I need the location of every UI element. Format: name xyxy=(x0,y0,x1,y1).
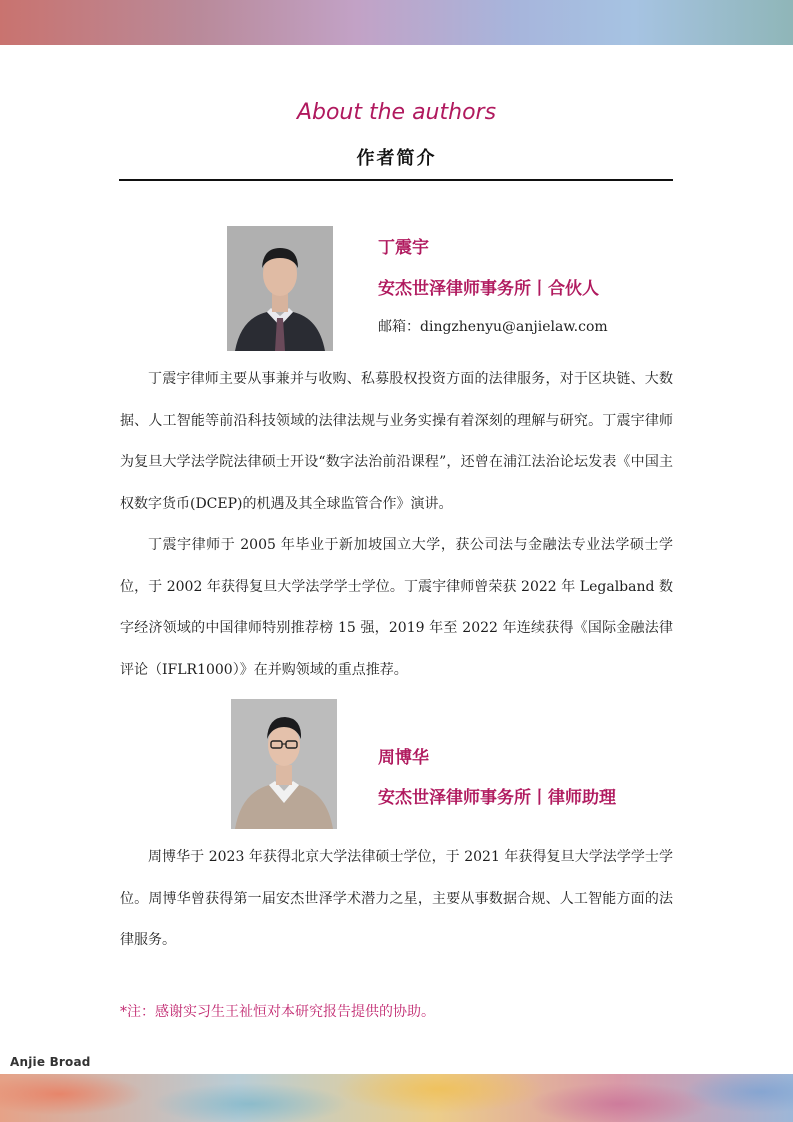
footer-brand: Anjie Broad xyxy=(10,1055,91,1069)
acknowledgement-note: *注：感谢实习生王祉恒对本研究报告提供的协助。 xyxy=(120,1004,435,1020)
author-name-zhou: 周博华 xyxy=(378,748,429,768)
author-name-ding: 丁震宇 xyxy=(378,238,429,258)
author-role-zhou: 安杰世泽律师事务所丨律师助理 xyxy=(378,788,616,808)
author-role-ding: 安杰世泽律师事务所丨合伙人 xyxy=(378,279,599,299)
page-title-en: About the authors xyxy=(296,100,497,125)
bottom-decorative-band xyxy=(0,1074,793,1122)
author-bio-ding-para2: 丁震宇律师于 2005 年毕业于新加坡国立大学，获公司法与金融法专业法学硕士学位，于 2002 年获得复旦大学法学学士学位。丁震宇律师曾荣获 2022 年 Legalband 数字经济领域的中国律师特别推荐榜 15 强，2019 年至 2022 年连续获得《国际金融法律评论（IFLR1000）》在并购领域的重点推荐。 xyxy=(120,537,673,678)
author-bio-zhou: 周博华于 2023 年获得北京大学法律硕士学位，于 2021 年获得复旦大学法学学士学位。周博华曾获得第一届安杰世泽学术潜力之星，主要从事数据合规、人工智能方面的法律服务。 xyxy=(120,849,673,948)
author-photo-ding xyxy=(227,226,333,351)
author-bio-ding-para1: 丁震宇律师主要从事兼并与收购、私募股权投资方面的法律服务，对于区块链、大数据、人工智能等前沿科技领域的法律法规与业务实操有着深刻的理解与研究。丁震宇律师为复旦大学法学院法律硕士开设“数字法治前沿课程”，还曾在浦江法治论坛发表《中国主权数字货币(DCEP)的机遇及其全球监管合作》演讲。 xyxy=(120,371,673,512)
top-decorative-band xyxy=(0,0,793,45)
author-photo-zhou xyxy=(231,699,337,829)
author-email-ding: 邮箱：dingzhenyu@anjielaw.com xyxy=(378,319,608,335)
page-title-cn: 作者简介 xyxy=(356,148,437,169)
title-divider xyxy=(119,179,673,181)
